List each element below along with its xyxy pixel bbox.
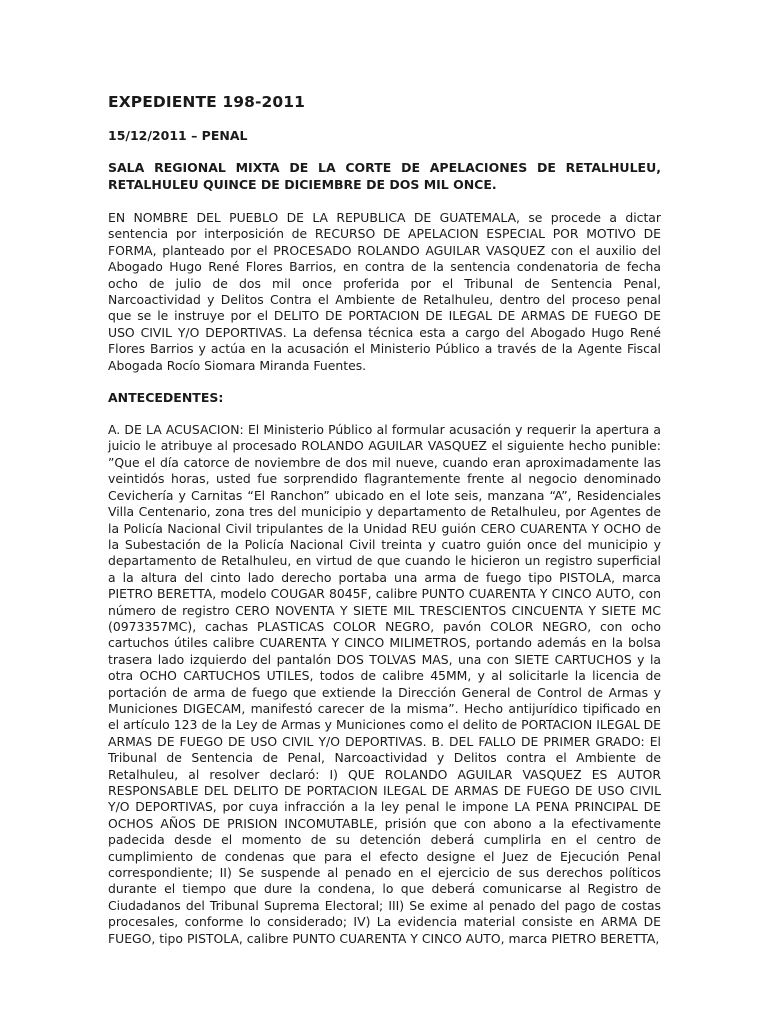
body-paragraph: A. DE LA ACUSACION: El Ministerio Público al formular acusación y requerir la apertura a juicio le atribuye al procesado ROLANDO AGUILAR VASQUEZ el siguiente hecho punible: ”Que el día catorce de noviembre de dos mil nueve, cuando eran aproximadamente las veintidós horas, usted fue sorprendido flagrantemente frente al negocio denominado Cevichería y Carnitas “El Ranchon” ubicado en el lote seis, manzana “A”, Residenciales Villa Centenario, zona tres del municipio y departamento de Retalhuleu, por Agentes de la Policía Nacional Civil tripulantes de la Unidad REU guión CERO CUARENTA Y OCHO de la Subestación de la Policía Nacional Civil treinta y cuatro guión once del municipio y departamento de Retalhuleu, en virtud de que cuando le hicieron un registro superficial a la altura del cinto lado derecho portaba una arma de fuego tipo PISTOLA, marca PIETRO BERETTA, modelo COUGAR 8045F, calibre PUNTO CUARENTA Y CINCO AUTO, con número de registro CERO NOVENTA Y SIETE MIL TRESCIENTOS CINCUENTA Y SIETE MC (0973357MC), cachas PLASTICAS COLOR NEGRO, pavón COLOR NEGRO, con ocho cartuchos útiles calibre CUARENTA Y CINCO MILIMETROS, portando además en la bolsa trasera lado izquierdo del pantalón DOS TOLVAS MAS, una con SIETE CARTUCHOS y la otra OCHO CARTUCHOS UTILES, todos de calibre 45MM, y al solicitarle la licencia de portación de arma de fuego que extiende la Dirección General de Control de Armas y Municiones DIGECAM, manifestó carecer de la misma”. Hecho antijurídico tipificado en el artículo 123 de la Ley de Armas y Municiones como el delito de PORTACION ILEGAL DE ARMAS DE FUEGO DE USO CIVIL Y/O DEPORTIVAS. B. DEL FALLO DE PRIMER GRADO: El Tribunal de Sentencia de Penal, Narcoactividad y Delitos contra el Ambiente de Retalhuleu, al resolver declaró: I) QUE ROLANDO AGUILAR VASQUEZ ES AUTOR RESPONSABLE DEL DELITO DE PORTACION ILEGAL DE ARMAS DE FUEGO DE USO CIVIL Y/O DEPORTIVAS, por cuya infracción a la ley penal le impone LA PENA PRINCIPAL DE OCHOS AÑOS DE PRISION INCOMUTABLE, prisión que con abono a la efectivamente padecida desde el momento de su detención deberá cumplirla en el centro de cumplimiento de condenas que para el efecto designe el Juez de Ejecución Penal correspondiente; II) Se suspende al penado en el ejercicio de sus derechos políticos durante el tiempo que dure la condena, lo que deberá comunicarse al Registro de Ciudadanos del Tribunal Suprema Electoral; III) Se exime al penado del pago de costas procesales, conforme lo considerado; IV) La evidencia material consiste en ARMA DE FUEGO, tipo PISTOLA, calibre PUNTO CUARENTA Y CINCO AUTO, marca PIETRO BERETTA, — [108, 422, 661, 946]
document-title: EXPEDIENTE 198-2011 — [108, 93, 306, 111]
intro-paragraph: EN NOMBRE DEL PUEBLO DE LA REPUBLICA DE GUATEMALA, se procede a dictar sentencia por interposición de RECURSO DE APELACION ESPECIAL POR MOTIVO DE FORMA, planteado por el PROCESADO ROLANDO AGUILAR VASQUEZ con el auxilio del Abogado Hugo René Flores Barrios, en contra de la sentencia condenatoria de fecha ocho de julio de dos mil once proferida por el Tribunal de Sentencia Penal, Narcoactividad y Delitos Contra el Ambiente de Retalhuleu, dentro del proceso penal que se le instruye por el DELITO DE PORTACION DE ILEGAL DE ARMAS DE FUEGO DE USO CIVIL Y/O DEPORTIVAS. La defensa técnica esta a cargo del Abogado Hugo René Flores Barrios y actúa en la acusación el Ministerio Público a través de la Agente Fiscal Abogada Rocío Siomara Miranda Fuentes. — [108, 210, 661, 373]
court-line: SALA REGIONAL MIXTA DE LA CORTE DE APELACIONES DE RETALHULEU, RETALHULEU QUINCE DE DICIEMBRE DE DOS MIL ONCE. — [108, 160, 661, 192]
date-line: 15/12/2011 – PENAL — [108, 128, 248, 143]
section-heading: ANTECEDENTES: — [108, 390, 224, 406]
